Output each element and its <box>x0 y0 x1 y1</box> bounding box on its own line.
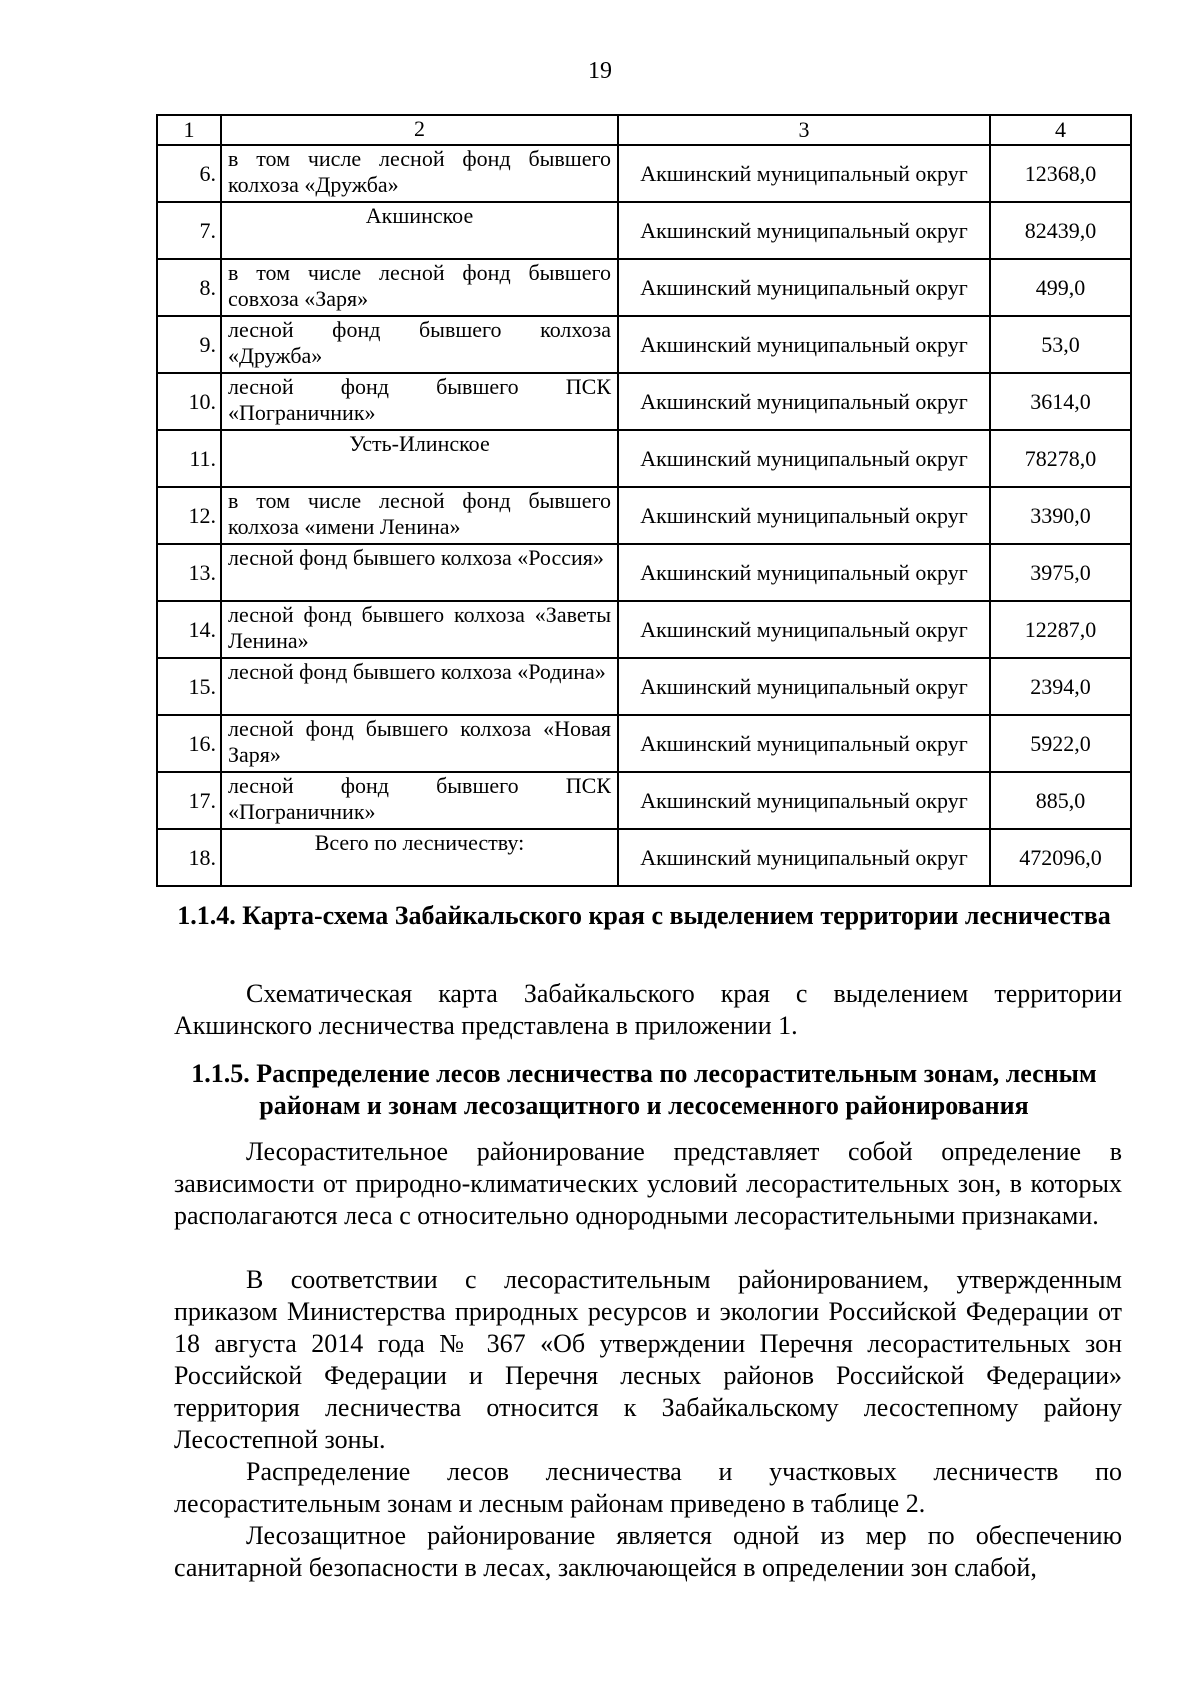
forest-fund-name: Всего по лесничеству: <box>221 829 618 886</box>
forest-fund-name: лесной фонд бывшего колхоза «Дружба» <box>221 316 618 373</box>
forest-fund-name: Акшинское <box>221 202 618 259</box>
forest-fund-name: в том числе лесной фонд бывшего совхоза «Заря» <box>221 259 618 316</box>
table-row <box>157 772 1131 829</box>
row-number: 10. <box>157 373 221 430</box>
area-value: 2394,0 <box>990 658 1131 715</box>
district-name: Акшинский муниципальный округ <box>618 373 990 430</box>
row-number: 11. <box>157 430 221 487</box>
section-heading-1-1-5: 1.1.5. Распределение лесов лесничества по лесорастительным зонам, лесным районам и зонам лесозащитного и лесосеменного районирования <box>191 1059 1097 1120</box>
district-name: Акшинский муниципальный округ <box>618 829 990 886</box>
row-number: 6. <box>157 145 221 202</box>
area-value: 3975,0 <box>990 544 1131 601</box>
district-name: Акшинский муниципальный округ <box>618 145 990 202</box>
row-number: 15. <box>157 658 221 715</box>
forest-fund-name: лесной фонд бывшего колхоза «Новая Заря» <box>221 715 618 772</box>
section-paragraph: Схематическая карта Забайкальского края с выделением территории Акшинского лесничества представлена в приложении 1. <box>174 979 1122 1040</box>
forest-fund-name: в том числе лесной фонд бывшего колхоза «имени Ленина» <box>221 487 618 544</box>
page-number: 19 <box>588 58 612 84</box>
area-value: 499,0 <box>990 259 1131 316</box>
area-value: 472096,0 <box>990 829 1131 886</box>
district-name: Акшинский муниципальный округ <box>618 430 990 487</box>
table-row <box>157 658 1131 715</box>
table-row <box>157 145 1131 202</box>
table-row <box>157 373 1131 430</box>
table-row <box>157 202 1131 259</box>
row-number: 14. <box>157 601 221 658</box>
table-header-row <box>157 115 1131 145</box>
section-paragraph: Лесозащитное районирование является одной из мер по обеспечению санитарной безопасности в лесах, заключающейся в определении зон слабой, <box>174 1521 1122 1582</box>
forest-registry-table <box>156 114 1132 887</box>
area-value: 5922,0 <box>990 715 1131 772</box>
forest-fund-name: лесной фонд бывшего ПСК «Пограничник» <box>221 373 618 430</box>
table-row <box>157 715 1131 772</box>
section-paragraph: Лесорастительное районирование представляет собой определение в зависимости от природно-климатических условий лесорастительных зон, в которых располагаются леса с относительно однородными лесорастительными признаками. <box>174 1137 1122 1230</box>
area-value: 53,0 <box>990 316 1131 373</box>
forest-fund-name: лесной фонд бывшего ПСК «Пограничник» <box>221 772 618 829</box>
table-row <box>157 316 1131 373</box>
row-number: 13. <box>157 544 221 601</box>
area-value: 885,0 <box>990 772 1131 829</box>
district-name: Акшинский муниципальный округ <box>618 202 990 259</box>
section-paragraph: В соответствии с лесорастительным районированием, утвержденным приказом Министерства природных ресурсов и экологии Российской Федерации от 18 августа 2014 года № 367 «Об утверждении Перечня лесорастительных зон Российской Федерации и Перечня лесных районов Российской Федерации» территория лесничества относится к Забайкальскому лесостепному району Лесостепной зоны. <box>174 1265 1122 1454</box>
table-row-total <box>157 829 1131 886</box>
table-row <box>157 544 1131 601</box>
column-header-1: 1 <box>157 115 221 145</box>
section-paragraph: Распределение лесов лесничества и участковых лесничеств по лесорастительным зонам и лесным районам приведено в таблице 2. <box>174 1457 1122 1518</box>
forest-fund-name: Усть-Илинское <box>221 430 618 487</box>
area-value: 12287,0 <box>990 601 1131 658</box>
area-value: 82439,0 <box>990 202 1131 259</box>
table-row <box>157 259 1131 316</box>
forest-fund-name: в том числе лесной фонд бывшего колхоза «Дружба» <box>221 145 618 202</box>
column-header-4: 4 <box>990 115 1131 145</box>
area-value: 3390,0 <box>990 487 1131 544</box>
section-heading-1-1-4: 1.1.4. Карта-схема Забайкальского края с выделением территории лесничества <box>177 901 1111 930</box>
row-number: 17. <box>157 772 221 829</box>
column-header-2: 2 <box>221 115 618 145</box>
district-name: Акшинский муниципальный округ <box>618 715 990 772</box>
table-row <box>157 601 1131 658</box>
row-number: 12. <box>157 487 221 544</box>
forest-fund-name: лесной фонд бывшего колхоза «Родина» <box>221 658 618 715</box>
forest-fund-name: лесной фонд бывшего колхоза «Россия» <box>221 544 618 601</box>
district-name: Акшинский муниципальный округ <box>618 487 990 544</box>
row-number: 18. <box>157 829 221 886</box>
district-name: Акшинский муниципальный округ <box>618 259 990 316</box>
area-value: 12368,0 <box>990 145 1131 202</box>
district-name: Акшинский муниципальный округ <box>618 316 990 373</box>
district-name: Акшинский муниципальный округ <box>618 772 990 829</box>
area-value: 78278,0 <box>990 430 1131 487</box>
column-header-3: 3 <box>618 115 990 145</box>
row-number: 9. <box>157 316 221 373</box>
table-row <box>157 430 1131 487</box>
row-number: 8. <box>157 259 221 316</box>
row-number: 16. <box>157 715 221 772</box>
forest-fund-name: лесной фонд бывшего колхоза «Заветы Ленина» <box>221 601 618 658</box>
district-name: Акшинский муниципальный округ <box>618 544 990 601</box>
area-value: 3614,0 <box>990 373 1131 430</box>
district-name: Акшинский муниципальный округ <box>618 658 990 715</box>
district-name: Акшинский муниципальный округ <box>618 601 990 658</box>
row-number: 7. <box>157 202 221 259</box>
table-row <box>157 487 1131 544</box>
